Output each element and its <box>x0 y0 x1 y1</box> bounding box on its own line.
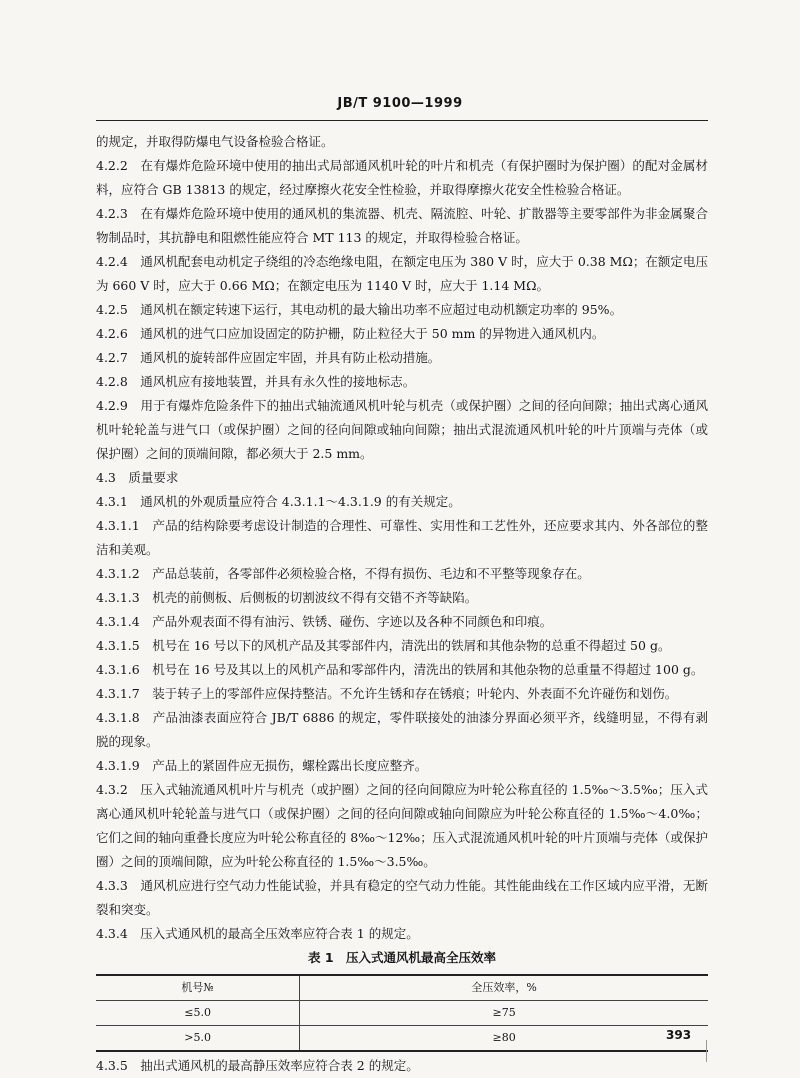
paragraph: 4.3.2 压入式轴流通风机叶片与机壳（或护圈）之间的径向间隙应为叶轮公称直径的 1.5‰～3.5‰；压入式离心通风机叶轮轮盖与进气口（或保护圈）之间的径向间隙或轴向间隙应为叶轮公称直径的 1.5‰～4.0‰；它们之间的轴向重叠长度应为叶轮公称直径的 8‰～12‰；压入式混流通风机叶轮的叶片顶端与壳体（或保护圈）之间的顶端间隙，应为叶轮公称直径的 1.5‰～3.5‰。 <box>96 782 708 869</box>
paragraph: 4.3.3 通风机应进行空气动力性能试验，并具有稳定的空气动力性能。其性能曲线在工作区域内应平滑，无断裂和突变。 <box>96 878 708 917</box>
paragraph: 4.2.6 通风机的进气口应加设固定的防护栅，防止粒径大于 50 mm 的异物进入通风机内。 <box>96 326 605 341</box>
page-header-title: JB/T 9100—1999 <box>337 96 463 111</box>
table-cell: ≤5.0 <box>96 1001 300 1026</box>
body-text <box>96 130 708 1078</box>
paragraph: 4.3.1.2 产品总装前，各零部件必须检验合格，不得有损伤、毛边和不平整等现象存在。 <box>96 566 590 581</box>
paragraph: 4.2.9 用于有爆炸危险条件下的抽出式轴流通风机叶轮与机壳（或保护圈）之间的径向间隙；抽出式离心通风机叶轮轮盖与进气口（或保护圈）之间的径向间隙或轴向间隙；抽出式混流通风机叶轮的叶片顶端与壳体（或保护圈）之间的顶端间隙，都必须大于 2.5 mm。 <box>96 398 708 461</box>
efficiency-table <box>96 974 708 1052</box>
paragraph: 的规定，并取得防爆电气设备检验合格证。 <box>96 134 334 149</box>
paragraph: 4.2.3 在有爆炸危险环境中使用的通风机的集流器、机壳、隔流腔、叶轮、扩散器等主要零部件为非金属聚合物制品时，其抗静电和阻燃性能应符合 MT 113 的规定，并取得检验合格证。 <box>96 206 708 245</box>
paragraph: 4.3.1 通风机的外观质量应符合 4.3.1.1～4.3.1.9 的有关规定。 <box>96 494 461 509</box>
table-header-cell: 机号№ <box>96 975 300 1001</box>
header-rule <box>96 120 708 121</box>
section-heading: 4.3 质量要求 <box>96 470 179 485</box>
paragraph: 4.3.1.7 装于转子上的零部件应保持整洁。不允许生锈和存在锈痕；叶轮内、外表面不允许碰伤和划伤。 <box>96 686 678 701</box>
table-cell: ≥80 <box>300 1026 708 1052</box>
paragraph: 4.3.1.9 产品上的紧固件应无损伤，螺栓露出长度应整齐。 <box>96 758 428 773</box>
paragraph: 4.3.4 压入式通风机的最高全压效率应符合表 1 的规定。 <box>96 926 419 941</box>
paragraph: 4.2.7 通风机的旋转部件应固定牢固，并具有防止松动措施。 <box>96 350 441 365</box>
paragraph: 4.2.2 在有爆炸危险环境中使用的抽出式局部通风机叶轮的叶片和机壳（有保护圈时为保护圈）的配对金属材料，应符合 GB 13813 的规定，经过摩擦火花安全性检验，并取得摩擦火花安全性检验合格证。 <box>96 158 708 197</box>
margin-mark <box>706 1040 707 1062</box>
table-caption: 表 1 压入式通风机最高全压效率 <box>307 950 497 965</box>
table-header-cell: 全压效率，% <box>300 975 708 1001</box>
table-header-row <box>96 975 708 1001</box>
paragraph: 4.3.1.1 产品的结构除要考虑设计制造的合理性、可靠性、实用性和工艺性外，还应要求其内、外各部位的整洁和美观。 <box>96 518 708 557</box>
paragraph: 4.2.8 通风机应有接地装置，并具有永久性的接地标志。 <box>96 374 416 389</box>
paragraph: 4.3.1.4 产品外观表面不得有油污、铁锈、碰伤、字迹以及各种不同颜色和印痕。 <box>96 614 553 629</box>
paragraph: 4.3.5 抽出式通风机的最高静压效率应符合表 2 的规定。 <box>96 1058 419 1073</box>
paragraph: 4.3.1.5 机号在 16 号以下的风机产品及其零部件内，清洗出的铁屑和其他杂物的总重不得超过 50 g。 <box>96 638 671 653</box>
paragraph: 4.2.4 通风机配套电动机定子绕组的冷态绝缘电阻，在额定电压为 380 V 时，应大于 0.38 MΩ；在额定电压为 660 V 时，应大于 0.66 MΩ；在额定电压为 1140 V 时，应大于 1.14 MΩ。 <box>96 254 708 293</box>
table-cell: >5.0 <box>96 1026 300 1052</box>
table-cell: ≥75 <box>300 1001 708 1026</box>
paragraph: 4.3.1.6 机号在 16 号及其以上的风机产品和零部件内，清洗出的铁屑和其他杂物的总重量不得超过 100 g。 <box>96 662 704 677</box>
paragraph: 4.3.1.3 机壳的前侧板、后侧板的切割波纹不得有交错不齐等缺陷。 <box>96 590 478 605</box>
table-row <box>96 1026 708 1052</box>
page-number: 393 <box>666 1028 692 1042</box>
table-row <box>96 1001 708 1026</box>
paragraph: 4.2.5 通风机在额定转速下运行，其电动机的最大输出功率不应超过电动机额定功率的 95%。 <box>96 302 623 317</box>
paragraph: 4.3.1.8 产品油漆表面应符合 JB/T 6886 的规定，零件联接处的油漆分界面必须平齐，线缝明显，不得有剥脱的现象。 <box>96 710 708 749</box>
